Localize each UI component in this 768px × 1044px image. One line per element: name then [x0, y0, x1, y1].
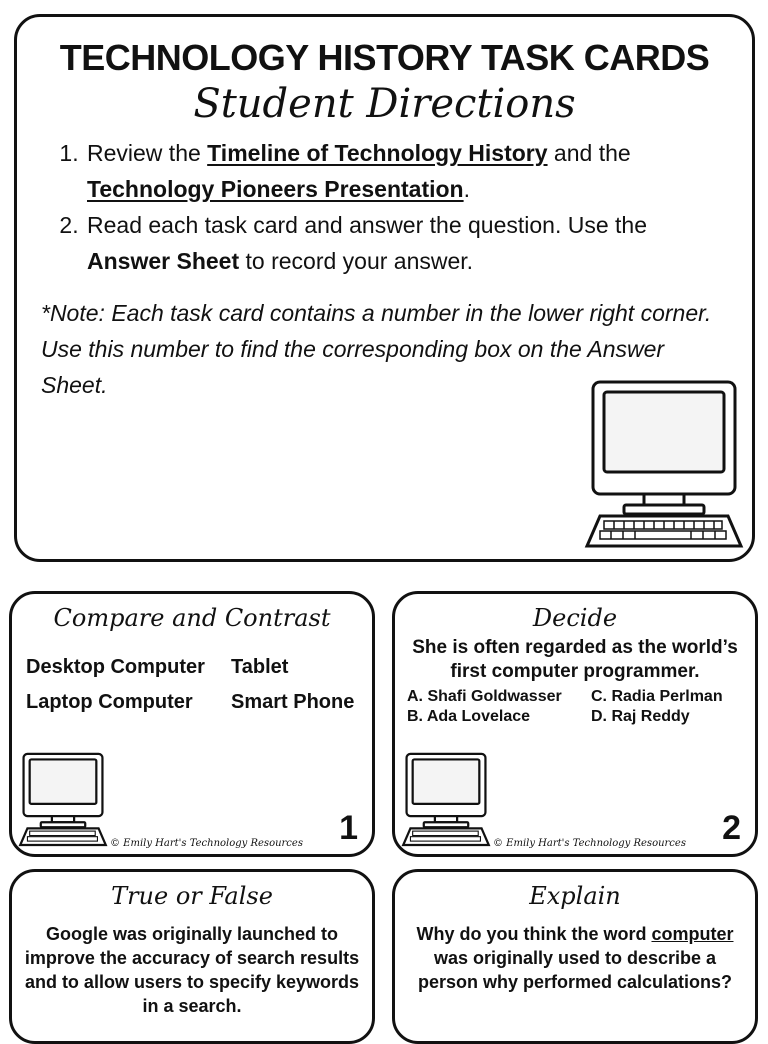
computer-word: computer [651, 924, 734, 944]
card-2-title: Decide [532, 604, 618, 632]
task-card-3 [9, 869, 375, 1044]
step-2-end: to record your answer. [239, 248, 474, 274]
computer-icon [583, 379, 745, 551]
directions-steps [57, 135, 722, 279]
card-number: 2 [722, 809, 741, 847]
step-2 [85, 207, 722, 279]
page-subtitle: Student Directions [193, 81, 576, 127]
option-b: B. Ada Lovelace [407, 708, 531, 725]
option-a: A. Shafi Goldwasser [407, 688, 562, 705]
pioneers-presentation-link[interactable]: Technology Pioneers Presentation [87, 176, 464, 202]
card-1-item: Laptop Computer [26, 691, 193, 713]
task-card-1 [9, 591, 375, 857]
answer-sheet-label: Answer Sheet [87, 248, 240, 274]
card-1-title: Compare and Contrast [53, 604, 331, 632]
card-2-question: She is often regarded as the world’s first computer programmer. [412, 637, 738, 682]
card-3-title: True or False [111, 882, 273, 910]
card-2-options [407, 688, 753, 726]
computer-icon [18, 752, 108, 848]
copyright-text: © Emily Hart's Technology Resources [110, 838, 303, 849]
card-4-question-start: Why do you think the word [416, 924, 652, 944]
card-4-question [403, 922, 747, 994]
task-card-2 [392, 591, 758, 857]
note-text: *Note: Each task card contains a number in the lower right corner. Use this number to find the corresponding box on the Answer Sheet. [41, 300, 712, 398]
step-1 [85, 135, 722, 207]
directions-panel [14, 14, 755, 562]
card-number: 1 [339, 809, 358, 847]
timeline-link[interactable]: Timeline of Technology History [207, 140, 548, 166]
copyright-text: © Emily Hart's Technology Resources [493, 838, 686, 849]
card-1-items [26, 656, 374, 714]
card-3-question: Google was originally launched to improve the accuracy of search results and to allow users to specify keywords in a search. [24, 924, 360, 1016]
step-1-mid: and the [547, 140, 631, 166]
page-title: TECHNOLOGY HISTORY TASK CARDS [59, 37, 710, 78]
option-c: C. Radia Perlman [591, 688, 723, 705]
step-2-text: Read each task card and answer the question. Use the [87, 212, 648, 238]
task-card-4 [392, 869, 758, 1044]
step-1-end: . [463, 176, 470, 202]
card-4-title: Explain [529, 882, 621, 910]
card-1-item: Smart Phone [231, 691, 355, 713]
step-1-text: Review the [87, 140, 208, 166]
card-1-item: Tablet [231, 656, 289, 678]
card-4-question-end: was originally used to describe a person why performed calculations? [417, 948, 733, 992]
computer-icon [401, 752, 491, 848]
option-d: D. Raj Reddy [591, 708, 690, 725]
card-1-item: Desktop Computer [26, 656, 205, 678]
